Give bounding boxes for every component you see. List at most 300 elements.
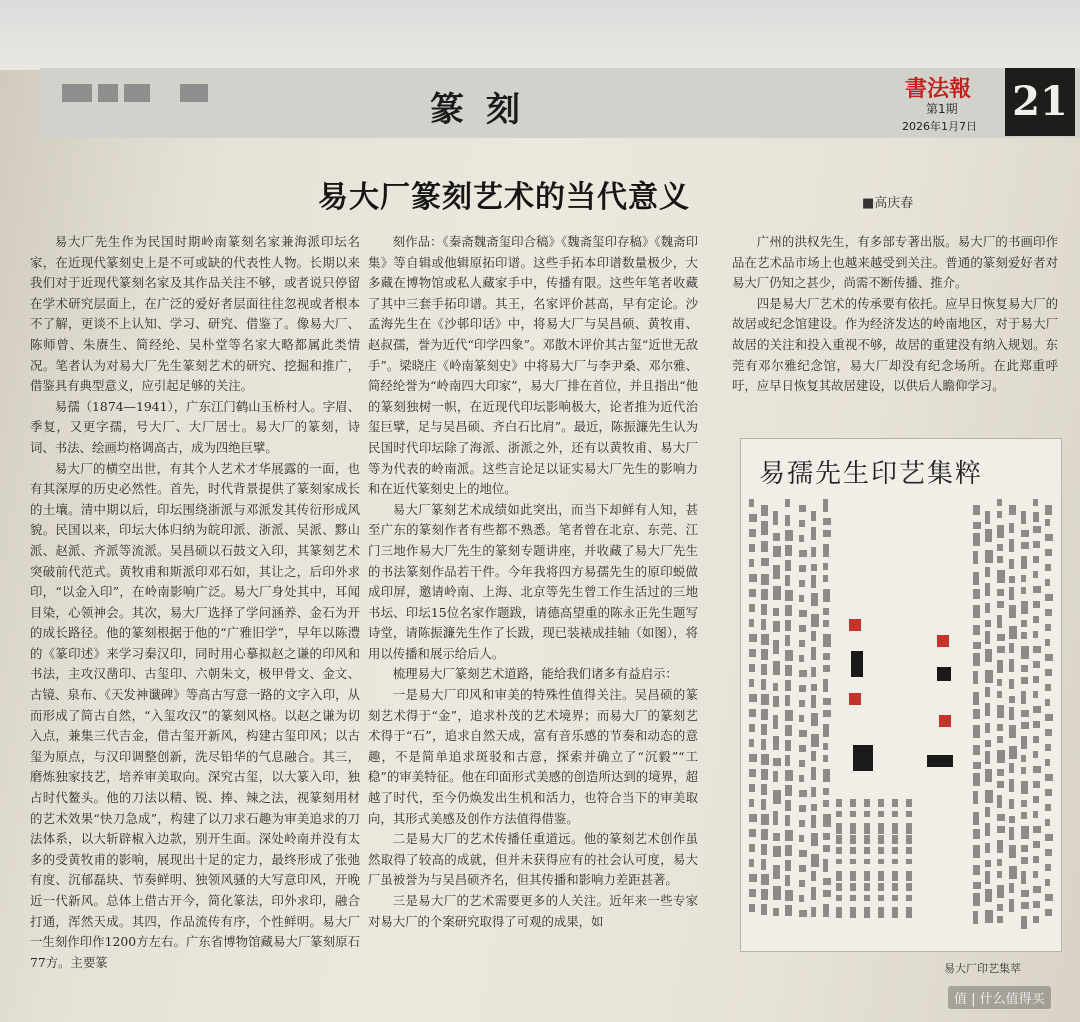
ink-stroke (1021, 755, 1026, 762)
ink-stroke (761, 754, 769, 765)
ink-stroke (1045, 834, 1053, 841)
ink-stroke (850, 859, 856, 864)
ink-stroke (1009, 605, 1016, 618)
ink-stroke (823, 800, 829, 807)
ink-stroke (973, 692, 979, 705)
ink-stroke (878, 907, 884, 918)
ink-stroke (878, 847, 884, 854)
seal-impression (927, 755, 953, 767)
ink-stroke (761, 589, 768, 600)
ink-stroke (823, 499, 828, 512)
ink-stroke (836, 859, 842, 864)
ink-stroke (799, 670, 807, 677)
ink-stroke (1045, 849, 1052, 856)
ink-stroke (811, 614, 819, 627)
ink-stroke (761, 619, 766, 630)
ink-stroke (1021, 620, 1027, 627)
ink-stroke (799, 595, 804, 602)
ink-stroke (1021, 556, 1027, 569)
ink-stroke (823, 724, 829, 737)
ink-stroke (985, 910, 993, 923)
ink-stroke (749, 859, 754, 867)
site-watermark: 值 | 什么值得买 (948, 986, 1051, 1009)
ink-stroke (973, 533, 980, 546)
ink-stroke (811, 907, 816, 917)
ink-stroke (892, 835, 898, 844)
ink-stroke (811, 887, 816, 900)
ink-stroke (836, 823, 842, 834)
ink-stroke (773, 908, 779, 916)
ink-stroke (997, 511, 1002, 518)
ink-stroke (749, 559, 754, 567)
ink-stroke (850, 907, 856, 918)
ink-stroke (799, 700, 805, 707)
ink-stroke (973, 845, 980, 858)
ink-stroke (799, 835, 804, 842)
ink-stroke (823, 755, 828, 762)
ink-stroke (799, 910, 807, 917)
ink-stroke (1009, 696, 1015, 703)
ink-stroke (997, 840, 1003, 853)
ink-stroke (1045, 714, 1053, 721)
ink-stroke (761, 521, 768, 535)
ink-stroke (1021, 800, 1027, 807)
ink-stroke (1021, 575, 1026, 582)
ink-stroke (985, 511, 990, 524)
ink-stroke (749, 799, 754, 807)
ink-stroke (823, 563, 828, 570)
paragraph: 易孺（1874—1941），广东江门鹤山玉桥村人。字眉、季复，又更字孺，号大厂、大厂居士。易大厂的篆刻，诗词、书法、绘画均格调高古，成为四绝巨擘。 (30, 398, 360, 455)
ink-stroke (1033, 556, 1039, 563)
ink-stroke (749, 739, 754, 747)
ink-stroke (878, 823, 884, 834)
ink-stroke (985, 889, 992, 902)
ink-stroke (850, 823, 856, 834)
ink-stroke (1021, 665, 1028, 672)
ink-stroke (749, 649, 756, 657)
paragraph: 刻作品：《秦斋魏斋玺印合稿》《魏斋玺印存稿》《魏斋印集》等自辑或他辑原拓印谱。这些手拓本印谱数量极少，大多藏在博物馆或私人藏家手中，传播有限。这些年笔者收藏了其中三套手拓印谱。其王，名家评价甚高，早有定论。沙孟海先生在《沙邨印话》中，将易大厂与吴昌硕、黄牧甫、赵叔孺，誉为近代“印学四象”。邓散木评价其古玺“近世无敌手”。梁晓庄《岭南篆刻史》中将易大厂与李尹桑、邓尔雅、简经纶誉为“岭南四大印家”，易大厂排在首位，并且指出“他的篆刻独树一帜，在近现代印坛影响极大，论者推为近代治玺巨擘，足与吴昌硕、齐白石比肩”。最近，陈振濂先生认为民国时代印坛除了海派、浙派之外，还有以黄牧甫、易大厂等为代表的岭南派。这些言论足以证实易大厂先生的影响力和在近代篆刻史上的地位。 (368, 234, 698, 497)
ink-stroke (749, 769, 756, 777)
ink-stroke (761, 505, 768, 516)
ink-stroke (1045, 534, 1053, 541)
ink-stroke (811, 527, 816, 540)
ink-stroke (811, 695, 816, 708)
ink-stroke (1045, 759, 1050, 766)
ink-stroke (1045, 564, 1051, 571)
ink-stroke (1009, 746, 1017, 759)
ink-stroke (749, 829, 756, 837)
ink-stroke (850, 799, 856, 807)
ink-stroke (892, 859, 898, 864)
ink-stroke (823, 814, 831, 827)
ink-stroke (973, 653, 980, 666)
ink-stroke (785, 725, 792, 736)
ink-stroke (785, 545, 792, 556)
ink-stroke (799, 580, 805, 587)
ink-stroke (973, 791, 978, 804)
ink-stroke (773, 511, 778, 525)
ink-stroke (823, 544, 829, 557)
ink-stroke (785, 620, 791, 631)
issue-number: 第1期 (926, 102, 958, 116)
ink-stroke (1009, 779, 1014, 792)
blurred-text (98, 84, 118, 102)
ink-stroke (1021, 722, 1029, 729)
ink-stroke (1021, 871, 1026, 884)
ink-stroke (761, 558, 769, 566)
ink-stroke (749, 529, 756, 537)
ink-stroke (811, 547, 816, 557)
ink-stroke (864, 883, 870, 891)
ink-stroke (836, 835, 842, 844)
ink-stroke (823, 589, 830, 602)
ink-stroke (1033, 691, 1038, 698)
ink-stroke (761, 904, 767, 915)
ink-stroke (1033, 616, 1039, 623)
ink-stroke (773, 621, 780, 632)
ink-stroke (823, 788, 829, 795)
issue-date: 2026年1月7日 (902, 120, 977, 133)
ink-stroke (973, 551, 978, 564)
ink-stroke (997, 736, 1003, 743)
red-seal (849, 693, 861, 705)
ink-stroke (973, 911, 978, 924)
ink-stroke (811, 804, 817, 811)
ink-stroke (749, 814, 757, 822)
ink-stroke (892, 907, 898, 918)
ink-stroke (1021, 646, 1029, 659)
ink-stroke (1021, 511, 1026, 524)
ink-stroke (997, 724, 1003, 731)
ink-stroke (906, 823, 912, 834)
ink-stroke (785, 770, 793, 781)
ink-stroke (761, 859, 766, 870)
ink-stroke (997, 916, 1003, 923)
scroll-title: 易孺先生印艺集粹 (759, 459, 984, 489)
ink-stroke (1045, 699, 1050, 706)
ink-stroke (850, 847, 856, 854)
ink-stroke (749, 679, 754, 687)
ink-stroke (906, 811, 912, 817)
ink-stroke (1045, 519, 1050, 526)
ink-stroke (773, 608, 779, 616)
ink-stroke (761, 664, 767, 675)
ink-stroke (749, 604, 755, 612)
ink-stroke (973, 671, 978, 684)
ink-stroke (785, 560, 791, 571)
ink-stroke (985, 871, 990, 884)
ink-stroke (985, 687, 990, 697)
ink-stroke (773, 546, 781, 557)
ink-stroke (1045, 505, 1052, 515)
ink-stroke (749, 634, 757, 642)
ink-stroke (773, 683, 778, 691)
ink-stroke (1021, 902, 1029, 909)
ink-stroke (749, 664, 755, 672)
ink-stroke (823, 698, 831, 705)
ink-stroke (1009, 866, 1017, 879)
seal-impression (937, 667, 951, 681)
ink-stroke (1009, 523, 1014, 533)
ink-stroke (997, 750, 1005, 763)
ink-stroke (799, 685, 806, 692)
ink-stroke (1045, 639, 1050, 646)
ink-stroke (773, 771, 778, 782)
ink-stroke (1033, 499, 1038, 506)
ink-stroke (864, 799, 870, 807)
ink-stroke (1033, 571, 1038, 578)
ink-stroke (864, 907, 870, 918)
ink-stroke (1045, 654, 1053, 661)
ink-stroke (1045, 579, 1050, 586)
ink-stroke (850, 835, 856, 844)
ink-stroke (985, 807, 990, 817)
ink-stroke (799, 880, 805, 887)
ink-stroke (985, 620, 991, 627)
ink-stroke (1033, 811, 1038, 818)
ink-stroke (1045, 774, 1053, 781)
paragraph: 易大厂的横空出世，有其个人艺术才华展露的一面，也有其深厚的历史必然性。首先，时代背景提供了篆刻家成长的土壤。清中期以后，印坛围绕浙派与邓派发其传衍形成风貌。民国以来，印坛大体归纳为皖印派、浙派、吴派、黟山派、赵派、齐派等流派。吴昌硕以石鼓文入印，其篆刻艺术突破前代范式。黄牧甫和斯派印邓石如，其让之，后印外求印，“以金入印”，在岭南影响广泛。易大厂身处其中，耳闻目染，心领神会。其次，易大厂选择了学问涵养、金石为开的成长路径。他的篆刻根据于他的“广雅旧学”，早年以陈澧的《篆印述》来学习秦汉印，同时用心摹拟赵之谦的印风和书法，主攻汉凿印、古玺印、六朝朱文，极甲骨文、金文、古镜、泉布、《天发神谶碑》等高古写意一路的文字入印，从而形成了简古自然，“入玺攻汉”的篆刻风格。以赵之谦为切入点，兼集三代吉金，借古玺开新风，构建古玺印风；以古玺为原点，与汉印调整创新，洗尽铅华的气息融合。其三，磨炼独家技艺，培养审美取向。深究古玺，以大篆入印，独占时代鳌头。他的刀法以精、锐、捧、辣之法，视篆刻用材的艺术效果“快刀急成”，构建了以刀求石趣为审美追求的刀法体系，以大斩辟椒入边款，别开生面。深处岭南并没有太多的受黄牧甫的影响，展现出十足的定力，最终形成了张弛有度、沉郁磊块、节奏鲜明、独领风骚的大写意印风，开晚近一代新风。总体上借古开今，简化篆法，印外求印，融合打通，浑然天成。其四，作品流传有序，个性鲜明。易大厂一生刻作印作1200方左右。广东省博物馆藏易大厂篆刻原石77方。主要篆 (30, 460, 360, 970)
paragraph: 易大厂篆刻艺术成绩如此突出，而当下却鲜有人知，甚至广东的篆刻作者有些都不熟悉。笔者曾在北京、东莞、江门三地作易大厂先生的篆刻专题讲座，并收藏了易大厂先生的书法篆刻作品若干件。今年我将四方易孺先生的原印蜕做成印屏，邀请岭南、上海、北京等先生曾工作生活过的三地书坛、印坛15位名家作题跋，请德高望重的陈永正先生题写诗堂，请陈振濂先生作了长跋，现已装裱成挂轴（如图），将用以传播和展示给后人。 (368, 501, 698, 661)
ink-stroke (761, 799, 766, 810)
ink-stroke (761, 649, 768, 660)
ink-stroke (773, 533, 780, 541)
ink-stroke (761, 541, 768, 552)
ink-stroke (823, 518, 831, 525)
ink-stroke (773, 865, 780, 879)
ink-stroke (985, 751, 990, 764)
ink-stroke (973, 572, 979, 585)
ink-stroke (985, 823, 990, 836)
ink-stroke (1021, 601, 1028, 614)
ink-stroke (799, 790, 807, 797)
ink-stroke (823, 743, 828, 750)
ink-stroke (973, 773, 980, 786)
ink-stroke (892, 811, 898, 817)
ink-stroke (773, 811, 778, 825)
ink-stroke (823, 653, 830, 660)
ink-stroke (799, 715, 804, 722)
ink-stroke (1033, 781, 1040, 788)
ink-stroke (997, 556, 1003, 563)
ink-stroke (850, 871, 856, 881)
ink-stroke (973, 893, 980, 906)
ink-stroke (973, 882, 981, 889)
ink-stroke (1009, 679, 1014, 689)
ink-stroke (823, 845, 830, 852)
ink-stroke (985, 860, 991, 867)
ink-stroke (1033, 526, 1041, 533)
ink-stroke (823, 665, 830, 672)
ink-stroke (761, 769, 768, 780)
ink-stroke (799, 850, 807, 857)
ink-stroke (1009, 816, 1015, 823)
ink-stroke (785, 890, 793, 901)
ink-stroke (799, 505, 806, 512)
ink-stroke (973, 745, 980, 755)
ink-stroke (823, 859, 828, 872)
ink-stroke (985, 631, 990, 644)
ink-stroke (997, 499, 1002, 506)
ink-stroke (878, 799, 884, 807)
article-column-3 (732, 232, 1058, 397)
ink-stroke (761, 694, 769, 705)
ink-stroke (773, 661, 780, 675)
ink-stroke (836, 895, 842, 901)
ink-stroke (749, 784, 755, 792)
paragraph: 二是易大厂的艺术传播任重道远。他的篆刻艺术创作虽然取得了较高的成就，但并未获得应有的社会认可度，易大厂虽被誉为与吴昌硕齐名，但其传播和影响力差距甚著。 (368, 831, 698, 888)
ink-stroke (761, 814, 769, 825)
ink-stroke (1033, 646, 1041, 653)
ink-stroke (785, 875, 790, 886)
ink-stroke (823, 530, 831, 537)
ink-stroke (997, 795, 1002, 808)
page-number: 21 (1005, 68, 1075, 136)
ink-stroke (1009, 763, 1014, 773)
ink-stroke (1009, 799, 1014, 809)
ink-stroke (985, 769, 992, 782)
ink-stroke (811, 593, 818, 606)
paragraph: 四是易大厂艺术的传承要有依托。应早日恢复易大厂的故居或纪念馆建设。作为经济发达的岭南地区，对于易大厂故居的关注和投入重视不够，故居的重建没有纳入规划。东莞有邓尔雅纪念馆，易大厂却没有纪念场所。在此郑重呼吁，应早日恢复其故居建设，以供后人瞻仰学习。 (732, 295, 1058, 394)
ink-stroke (1021, 890, 1029, 897)
ink-stroke (1021, 542, 1029, 549)
ink-stroke (785, 605, 792, 616)
ink-stroke (997, 601, 1004, 608)
ink-stroke (799, 805, 806, 812)
ink-stroke (811, 815, 816, 828)
ink-stroke (1045, 879, 1050, 886)
ink-stroke (799, 550, 807, 557)
ink-stroke (799, 565, 806, 572)
ink-stroke (906, 859, 912, 864)
ink-stroke (811, 751, 816, 761)
ink-stroke (906, 883, 912, 891)
ink-stroke (985, 550, 993, 563)
ink-stroke (785, 845, 792, 856)
ink-stroke (1033, 736, 1039, 743)
red-seal (937, 635, 949, 647)
ink-stroke (836, 907, 842, 918)
ink-stroke (773, 758, 781, 766)
ink-stroke (1033, 661, 1040, 668)
ink-stroke (864, 871, 870, 881)
ink-stroke (823, 634, 831, 647)
ink-stroke (1021, 767, 1026, 774)
ink-stroke (785, 785, 792, 796)
ink-stroke (1045, 729, 1052, 736)
ink-stroke (1009, 576, 1015, 583)
ink-stroke (850, 895, 856, 901)
ink-stroke (785, 590, 793, 601)
ink-stroke (811, 684, 817, 691)
ink-stroke (1033, 541, 1040, 548)
ink-stroke (973, 642, 981, 649)
ink-stroke (985, 603, 990, 613)
ink-stroke (773, 846, 781, 857)
ink-stroke (985, 529, 992, 542)
ink-stroke (799, 730, 807, 737)
ink-stroke (773, 886, 781, 900)
ink-stroke (1033, 631, 1038, 638)
ink-stroke (799, 760, 805, 767)
ink-stroke (761, 739, 766, 750)
ink-stroke (1009, 559, 1014, 569)
ink-stroke (785, 860, 791, 871)
seal-impression (851, 651, 863, 677)
red-seal (939, 715, 951, 727)
ink-stroke (997, 615, 1002, 628)
ink-stroke (985, 703, 990, 716)
blurred-text (124, 84, 150, 102)
ink-stroke (1033, 706, 1041, 713)
ink-stroke (785, 635, 790, 646)
ink-stroke (1045, 909, 1052, 916)
ink-stroke (1045, 684, 1051, 691)
article-column-2 (368, 232, 698, 932)
ink-stroke (785, 515, 790, 526)
ink-stroke (761, 874, 769, 885)
ink-stroke (997, 570, 1005, 583)
ink-stroke (906, 799, 912, 807)
ink-stroke (1021, 857, 1028, 864)
ink-stroke (1021, 677, 1028, 684)
ink-stroke (892, 871, 898, 881)
ink-stroke (1021, 632, 1027, 639)
ink-stroke (985, 670, 993, 683)
ink-stroke (1045, 894, 1053, 901)
ink-stroke (1009, 845, 1016, 858)
ink-stroke (749, 844, 755, 852)
ink-stroke (799, 625, 806, 632)
ink-stroke (785, 800, 791, 811)
ink-stroke (1045, 594, 1053, 601)
ink-stroke (773, 790, 781, 804)
ink-stroke (836, 799, 842, 807)
ink-stroke (823, 710, 831, 717)
ink-stroke (997, 634, 1005, 641)
ink-stroke (1033, 676, 1039, 683)
ink-stroke (1009, 587, 1014, 600)
ink-stroke (1009, 707, 1014, 720)
ink-stroke (749, 514, 757, 522)
ink-stroke (878, 883, 884, 891)
ink-stroke (823, 575, 828, 582)
ink-stroke (985, 790, 993, 803)
ink-stroke (1033, 586, 1041, 593)
ink-stroke (892, 883, 898, 891)
ink-stroke (811, 734, 819, 747)
ink-stroke (1009, 827, 1014, 840)
ink-stroke (785, 815, 790, 826)
ink-stroke (985, 723, 990, 733)
ink-stroke (811, 854, 819, 867)
ink-stroke (1021, 530, 1029, 537)
ink-stroke (1045, 789, 1052, 796)
ink-stroke (773, 715, 778, 729)
ink-stroke (997, 871, 1002, 878)
ink-stroke (997, 769, 1004, 776)
ink-stroke (864, 895, 870, 901)
ink-stroke (997, 826, 1005, 833)
ink-stroke (1021, 826, 1029, 839)
ink-stroke (749, 619, 754, 627)
ink-stroke (1033, 826, 1041, 833)
ink-stroke (761, 889, 768, 900)
ink-stroke (785, 575, 790, 586)
ink-stroke (785, 680, 791, 691)
ink-stroke (836, 847, 842, 854)
ink-stroke (811, 575, 816, 588)
